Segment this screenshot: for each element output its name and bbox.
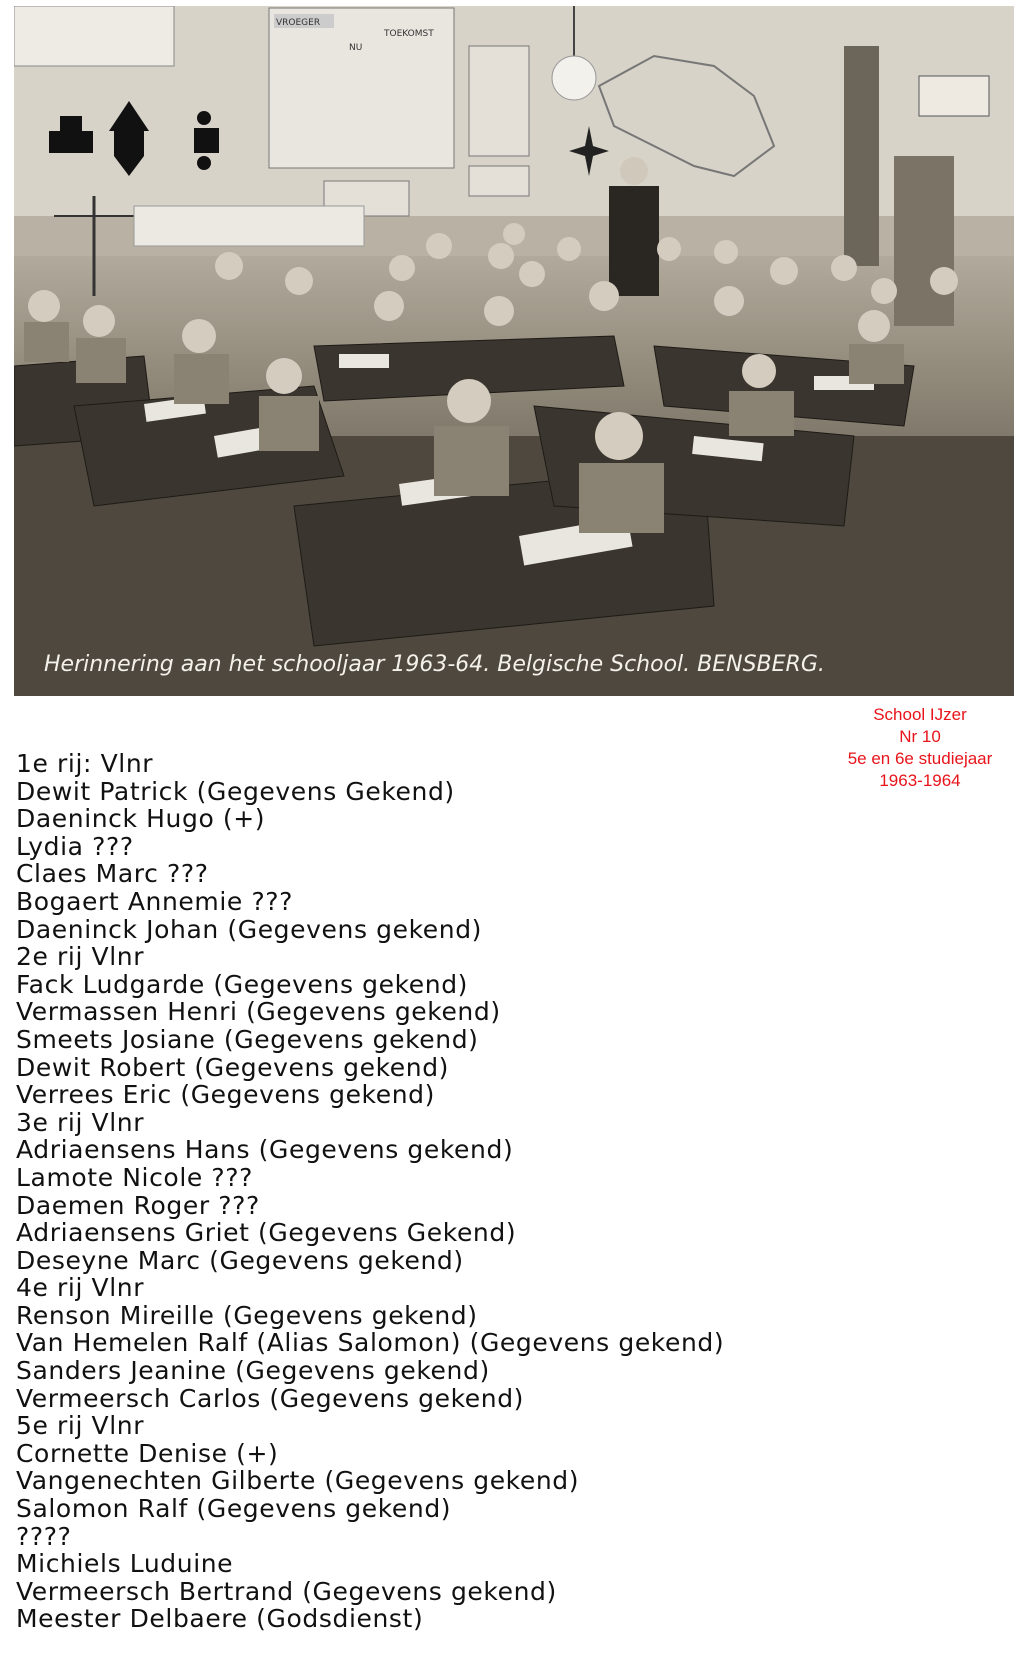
roster-line: Meester Delbaere (Godsdienst) [16,1604,424,1634]
roster-line: Fack Ludgarde (Gegevens gekend) [16,969,469,999]
roster-line: Daeninck Hugo (+) [16,804,266,834]
school-year: 1963-1964 [879,771,961,790]
chart-label-nu: NU [349,43,363,53]
roster-line: ???? [16,1521,72,1551]
roster-line: Vermassen Henri (Gegevens gekend) [16,997,501,1027]
roster-line: Vangenechten Gilberte (Gegevens gekend) [16,1466,580,1496]
roster-line: 2e rij Vlnr [16,942,145,972]
roster-line: Verrees Eric (Gegevens gekend) [16,1080,435,1110]
chart-label-toekomst: TOEKOMST [384,29,434,39]
roster-line: Dewit Robert (Gegevens gekend) [16,1052,450,1082]
roster-line: Deseyne Marc (Gegevens gekend) [16,1245,464,1275]
class-photo [14,6,1014,696]
roster-line: Salomon Ralf (Gegevens gekend) [16,1494,452,1524]
roster-line: Cornette Denise (+) [16,1438,279,1468]
photo-number: Nr 10 [899,727,941,746]
class-photo-illustration [14,6,1014,696]
roster-line: Michiels Luduine [16,1549,234,1579]
roster-line: Smeets Josiane (Gegevens gekend) [16,1024,479,1054]
roster-line: Vermeersch Carlos (Gegevens gekend) [16,1383,525,1413]
roster-line: Van Hemelen Ralf (Alias Salomon) (Gegevens gekend) [16,1328,725,1358]
roster-line: Claes Marc ??? [16,859,209,889]
roster-line: Sanders Jeanine (Gegevens gekend) [16,1356,490,1386]
chart-label-vroeger: VROEGER [276,18,321,28]
student-roster [16,750,1016,1633]
photo-caption: Herinnering aan het schooljaar 1963-64. Belgische School. BENSBERG. [44,652,825,677]
roster-line: Daeninck Johan (Gegevens gekend) [16,914,483,944]
study-years: 5e en 6e studiejaar [847,749,993,768]
roster-line: 4e rij Vlnr [16,1273,145,1303]
roster-line: 1e rij: Vlnr [16,749,154,778]
roster-line: 5e rij Vlnr [16,1411,145,1441]
roster-line: Lydia ??? [16,831,134,861]
roster-line: Daemen Roger ??? [16,1190,260,1220]
roster-line: Renson Mireille (Gegevens gekend) [16,1300,478,1330]
roster-line: Vermeersch Bertrand (Gegevens gekend) [16,1576,557,1606]
roster-line: Adriaensens Hans (Gegevens gekend) [16,1135,514,1165]
roster-line: Lamote Nicole ??? [16,1162,253,1192]
roster-line: Bogaert Annemie ??? [16,886,294,916]
roster-line: 3e rij Vlnr [16,1107,145,1137]
school-name: School IJzer [873,705,967,724]
roster-line: Adriaensens Griet (Gegevens Gekend) [16,1218,517,1248]
roster-line: Dewit Patrick (Gegevens Gekend) [16,776,455,806]
